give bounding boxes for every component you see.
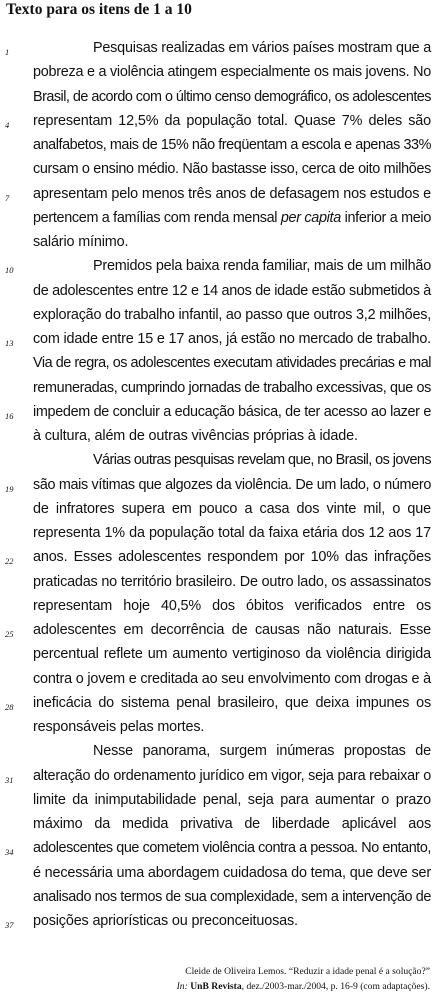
section-heading: Texto para os itens de 1 a 10 xyxy=(6,1,192,18)
line-text: pobreza e a violência atingem especialmente os mais jovens. No xyxy=(33,64,431,81)
line-text: responsáveis pelas mortes. xyxy=(33,719,205,735)
line-text: praticadas no território brasileiro. De outro lado, os assassinatos xyxy=(33,573,431,590)
line-text: percentual reflete um aumento vertiginoso da violência dirigida xyxy=(33,646,431,663)
line-number: 13 xyxy=(5,338,14,348)
line-text: representam 12,5% da população total. Quase 7% deles são xyxy=(33,112,431,129)
line-number: 10 xyxy=(5,265,14,276)
line-text: posições apriorísticas ou preconceituosas. xyxy=(33,913,298,929)
text-line xyxy=(0,279,439,303)
text-line xyxy=(0,521,439,545)
text-line xyxy=(0,812,439,836)
line-text: à cultura, além de outras vivências próprias à idade. xyxy=(33,428,358,444)
line-number: 7 xyxy=(5,192,10,203)
text-line xyxy=(0,230,439,254)
line-text: de infratores supera em pouco a casa dos vinte mil, o que xyxy=(33,500,431,517)
citation-in-label: In: xyxy=(176,981,188,992)
text-line xyxy=(0,836,439,860)
line-text: contra o jovem e creditada ao seu envolvimento com drogas e à xyxy=(33,670,431,687)
line-text: adolescentes que cometem violência contra a pessoa. No entanto, xyxy=(33,840,431,857)
line-number: 28 xyxy=(5,701,14,712)
line-text: com idade entre 15 e 17 anos, já estão no mercado de trabalho. xyxy=(33,331,431,347)
line-text: Brasil, de acordo com o último censo demográfico, os adolescentes xyxy=(33,88,431,105)
italic-term: per capita xyxy=(280,209,341,226)
text-line xyxy=(0,570,439,594)
text-line xyxy=(0,376,439,400)
text-line xyxy=(0,424,439,448)
line-number: 37 xyxy=(5,920,14,930)
line-number: 34 xyxy=(5,847,14,858)
line-text: Via de regra, os adolescentes executam atividades precárias e mal xyxy=(33,355,431,372)
text-line xyxy=(0,254,439,278)
line-text: pertencem a famílias com renda mensal per capita inferior a meio xyxy=(33,209,431,226)
line-text: máximo da medida privativa de liberdade aplicável aos xyxy=(33,816,431,832)
citation-journal: UnB Revista xyxy=(190,981,242,992)
line-text: analfabetos, mais de 15% não freqüentam a escola e apenas 33% xyxy=(33,137,431,153)
text-line xyxy=(0,85,439,109)
text-line xyxy=(0,885,439,909)
line-text: cursam o ensino médio. Não bastasse isso, cerca de oito milhões xyxy=(33,161,431,178)
line-number: 31 xyxy=(5,774,14,785)
text-line xyxy=(0,448,439,472)
text-line xyxy=(0,36,439,60)
line-number: 22 xyxy=(5,556,14,567)
text-line xyxy=(0,157,439,181)
text-line xyxy=(0,133,439,157)
text-line xyxy=(0,909,439,933)
line-text: é necessária uma abordagem cuidadosa do tema, que deve ser xyxy=(33,864,431,881)
text-line xyxy=(0,715,439,739)
line-text: adolescentes em decorrência de causas não naturais. Esse xyxy=(33,622,431,638)
citation-author-title: Cleide de Oliveira Lemos. “Reduzir a idade penal é a solução?” xyxy=(185,966,430,977)
line-text: representa 1% da população total da faixa etária dos 12 aos 17 xyxy=(33,525,431,541)
line-number: 16 xyxy=(5,410,14,421)
text-line xyxy=(0,545,439,569)
text-line xyxy=(0,739,439,763)
text-line xyxy=(0,182,439,206)
line-text: limite da inimputabilidade penal, seja para aumentar o prazo xyxy=(33,791,431,808)
line-text: Pesquisas realizadas em vários países mostram que a xyxy=(93,40,431,56)
text-body xyxy=(0,36,439,933)
line-text: impedem de concluir a educação básica, de ter acesso ao lazer e xyxy=(33,403,431,420)
line-text: analisado nos termos de sua complexidade, sem a intervenção de xyxy=(33,888,431,905)
citation-details: , dez./2003-mar./2004, p. 16-9 (com adaptações). xyxy=(241,981,430,992)
line-text: salário mínimo. xyxy=(33,234,129,250)
line-number: 19 xyxy=(5,483,14,494)
line-text: remuneradas, cumprindo jornadas de trabalho excessivas, que os xyxy=(33,379,431,396)
line-text: alteração do ordenamento jurídico em vigor, seja para rebaixar o xyxy=(33,767,431,784)
line-text: de adolescentes entre 12 e 14 anos de idade estão submetidos à xyxy=(33,282,431,299)
text-line xyxy=(0,109,439,133)
text-line xyxy=(0,473,439,497)
line-text: Premidos pela baixa renda familiar, mais de um milhão xyxy=(93,258,431,275)
line-number: 1 xyxy=(5,47,10,57)
line-text: ineficácia do sistema penal brasileiro, que deixa impunes os xyxy=(33,694,431,711)
text-line xyxy=(0,351,439,375)
line-number: 4 xyxy=(5,119,10,130)
line-number: 25 xyxy=(5,629,14,639)
text-line xyxy=(0,206,439,230)
line-text: são mais vítimas que algozes da violência. De um lado, o número xyxy=(33,476,431,493)
text-line xyxy=(0,60,439,84)
line-text: exploração do trabalho infantil, ao passo que outros 3,2 milhões, xyxy=(33,306,431,323)
text-line xyxy=(0,691,439,715)
line-text: representam hoje 40,5% dos óbitos verificados entre os xyxy=(33,597,431,614)
text-line xyxy=(0,303,439,327)
text-line xyxy=(0,594,439,618)
line-text: apresentam pelo menos três anos de defasagem nos estudos e xyxy=(33,185,431,202)
line-text: Várias outras pesquisas revelam que, no Brasil, os jovens xyxy=(93,452,431,469)
text-line xyxy=(0,327,439,351)
text-line xyxy=(0,497,439,521)
text-line xyxy=(0,642,439,666)
text-line xyxy=(0,764,439,788)
line-text: Nesse panorama, surgem inúmeras propostas de xyxy=(93,743,431,760)
text-line xyxy=(0,667,439,691)
citation-source xyxy=(30,979,430,994)
text-line xyxy=(0,861,439,885)
line-text: anos. Esses adolescentes respondem por 10% das infrações xyxy=(33,549,431,566)
text-line xyxy=(0,788,439,812)
text-line xyxy=(0,400,439,424)
text-line xyxy=(0,618,439,642)
citation xyxy=(30,964,430,994)
